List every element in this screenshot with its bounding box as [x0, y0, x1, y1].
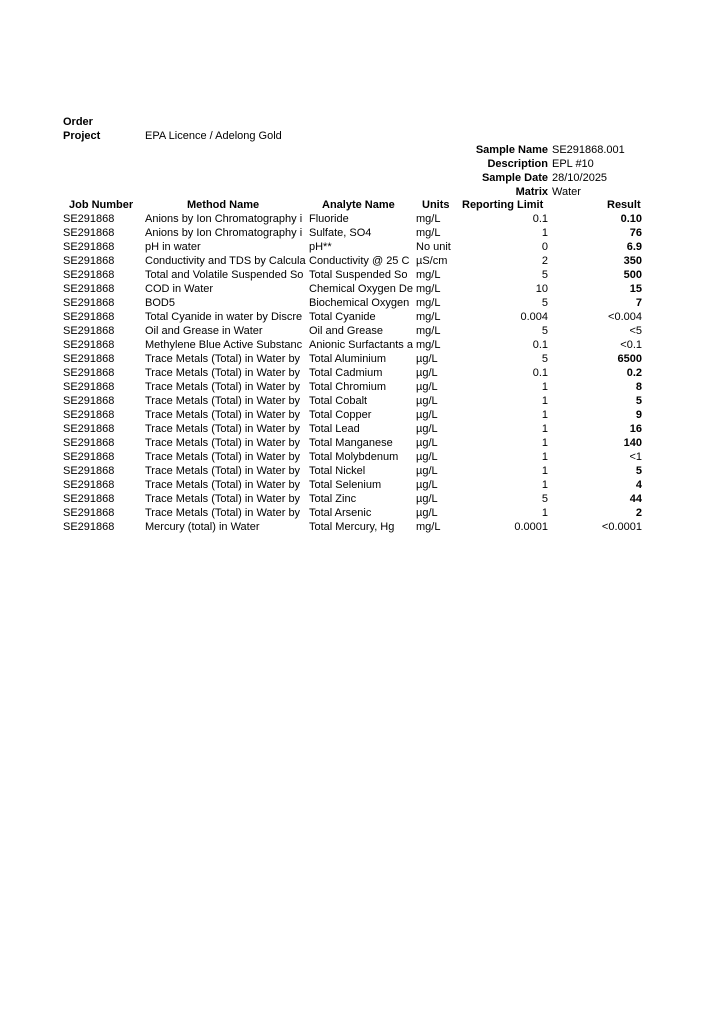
table-row	[0, 465, 724, 479]
units-cell: mg/L	[416, 339, 441, 351]
result-cell: 140	[623, 437, 642, 449]
result-cell: 16	[629, 423, 642, 435]
table-row	[0, 255, 724, 269]
result-cell: 0.10	[620, 213, 642, 225]
sample-name-value: SE291868.001	[552, 144, 625, 156]
reporting-limit-cell: 10	[535, 283, 548, 295]
analyte-name-cell: Total Zinc	[309, 493, 357, 505]
table-row	[0, 325, 724, 339]
matrix-label: Matrix	[515, 186, 548, 198]
job-number-cell: SE291868	[63, 367, 115, 379]
job-number-cell: SE291868	[63, 241, 115, 253]
units-cell: µg/L	[416, 353, 438, 365]
units-cell: µg/L	[416, 437, 438, 449]
col-header-result: Result	[607, 199, 641, 211]
table-row	[0, 213, 724, 227]
sample-name-label: Sample Name	[475, 144, 548, 156]
job-number-cell: SE291868	[63, 311, 115, 323]
result-cell: 7	[635, 297, 642, 309]
table-row	[0, 227, 724, 241]
description-label: Description	[487, 158, 548, 170]
table-row	[0, 507, 724, 521]
result-cell: 0.2	[626, 367, 642, 379]
reporting-limit-cell: 0	[541, 241, 548, 253]
units-cell: mg/L	[416, 227, 441, 239]
result-cell: <1	[629, 451, 642, 463]
job-number-cell: SE291868	[63, 451, 115, 463]
method-name-cell: Trace Metals (Total) in Water by	[145, 437, 301, 449]
method-name-cell: Trace Metals (Total) in Water by	[145, 507, 301, 519]
table-row	[0, 437, 724, 451]
result-cell: <0.0001	[601, 521, 642, 533]
units-cell: mg/L	[416, 325, 441, 337]
reporting-limit-cell: 1	[541, 409, 548, 421]
method-name-cell: Trace Metals (Total) in Water by	[145, 423, 301, 435]
reporting-limit-cell: 0.0001	[514, 521, 548, 533]
reporting-limit-cell: 1	[541, 423, 548, 435]
reporting-limit-cell: 5	[541, 353, 548, 365]
units-cell: µg/L	[416, 465, 438, 477]
project-value: EPA Licence / Adelong Gold	[145, 130, 282, 142]
table-row	[0, 395, 724, 409]
reporting-limit-cell: 1	[541, 451, 548, 463]
units-cell: µg/L	[416, 409, 438, 421]
method-name-cell: Total and Volatile Suspended So	[145, 269, 304, 281]
reporting-limit-cell: 1	[541, 227, 548, 239]
method-name-cell: Anions by Ion Chromatography i	[145, 227, 303, 239]
table-row	[0, 269, 724, 283]
units-cell: mg/L	[416, 283, 441, 295]
table-row	[0, 339, 724, 353]
units-cell: mg/L	[416, 311, 441, 323]
reporting-limit-cell: 5	[541, 493, 548, 505]
table-row	[0, 451, 724, 465]
job-number-cell: SE291868	[63, 255, 115, 267]
result-cell: 9	[635, 409, 642, 421]
units-cell: mg/L	[416, 213, 441, 225]
col-header-analyte-name: Analyte Name	[322, 199, 395, 211]
table-row	[0, 493, 724, 507]
analyte-name-cell: Total Selenium	[309, 479, 382, 491]
analyte-name-cell: Total Molybdenum	[309, 451, 399, 463]
reporting-limit-cell: 1	[541, 395, 548, 407]
analyte-name-cell: Total Manganese	[309, 437, 393, 449]
analyte-name-cell: Total Nickel	[309, 465, 366, 477]
analyte-name-cell: pH**	[309, 241, 332, 253]
result-cell: 6.9	[626, 241, 642, 253]
method-name-cell: Oil and Grease in Water	[145, 325, 263, 337]
analyte-name-cell: Oil and Grease	[309, 325, 383, 337]
analyte-name-cell: Total Cobalt	[309, 395, 368, 407]
matrix-value: Water	[552, 186, 581, 198]
analyte-name-cell: Total Arsenic	[309, 507, 372, 519]
table-row	[0, 297, 724, 311]
method-name-cell: Trace Metals (Total) in Water by	[145, 465, 301, 477]
analyte-name-cell: Total Lead	[309, 423, 360, 435]
analyte-name-cell: Conductivity @ 25 C	[309, 255, 410, 267]
method-name-cell: Total Cyanide in water by Discre	[145, 311, 303, 323]
reporting-limit-cell: 5	[541, 297, 548, 309]
sample-date-label: Sample Date	[481, 172, 548, 184]
reporting-limit-cell: 5	[541, 269, 548, 281]
reporting-limit-cell: 1	[541, 507, 548, 519]
result-cell: 44	[629, 493, 642, 505]
job-number-cell: SE291868	[63, 479, 115, 491]
table-row	[0, 283, 724, 297]
result-cell: 2	[635, 507, 642, 519]
units-cell: No unit	[416, 241, 451, 253]
job-number-cell: SE291868	[63, 493, 115, 505]
method-name-cell: pH in water	[145, 241, 201, 253]
analyte-name-cell: Total Cyanide	[309, 311, 376, 323]
units-cell: µg/L	[416, 451, 438, 463]
method-name-cell: BOD5	[145, 297, 175, 309]
table-row	[0, 479, 724, 493]
reporting-limit-cell: 0.004	[520, 311, 548, 323]
units-cell: µg/L	[416, 507, 438, 519]
analyte-name-cell: Total Cadmium	[309, 367, 383, 379]
result-cell: 15	[629, 283, 642, 295]
analyte-name-cell: Biochemical Oxygen	[309, 297, 410, 309]
result-cell: 5	[635, 465, 642, 477]
method-name-cell: Trace Metals (Total) in Water by	[145, 493, 301, 505]
method-name-cell: COD in Water	[145, 283, 214, 295]
units-cell: mg/L	[416, 269, 441, 281]
units-cell: µg/L	[416, 479, 438, 491]
table-row	[0, 311, 724, 325]
method-name-cell: Trace Metals (Total) in Water by	[145, 451, 301, 463]
reporting-limit-cell: 1	[541, 465, 548, 477]
job-number-cell: SE291868	[63, 297, 115, 309]
method-name-cell: Trace Metals (Total) in Water by	[145, 367, 301, 379]
job-number-cell: SE291868	[63, 325, 115, 337]
analyte-name-cell: Fluoride	[309, 213, 349, 225]
job-number-cell: SE291868	[63, 507, 115, 519]
col-header-job-number: Job Number	[69, 199, 134, 211]
units-cell: µS/cm	[416, 255, 448, 267]
reporting-limit-cell: 2	[541, 255, 548, 267]
units-cell: mg/L	[416, 297, 441, 309]
result-cell: 6500	[617, 353, 642, 365]
reporting-limit-cell: 1	[541, 437, 548, 449]
method-name-cell: Methylene Blue Active Substanc	[145, 339, 303, 351]
units-cell: µg/L	[416, 367, 438, 379]
job-number-cell: SE291868	[63, 227, 115, 239]
reporting-limit-cell: 5	[541, 325, 548, 337]
table-row	[0, 521, 724, 535]
project-label: Project	[63, 130, 101, 142]
method-name-cell: Trace Metals (Total) in Water by	[145, 409, 301, 421]
analyte-name-cell: Total Chromium	[309, 381, 387, 393]
analyte-name-cell: Total Suspended So	[309, 269, 408, 281]
job-number-cell: SE291868	[63, 465, 115, 477]
method-name-cell: Trace Metals (Total) in Water by	[145, 395, 301, 407]
analyte-name-cell: Sulfate, SO4	[309, 227, 372, 239]
table-row	[0, 353, 724, 367]
analyte-name-cell: Anionic Surfactants a	[309, 339, 413, 351]
analyte-name-cell: Chemical Oxygen De	[309, 283, 413, 295]
units-cell: µg/L	[416, 381, 438, 393]
method-name-cell: Trace Metals (Total) in Water by	[145, 353, 301, 365]
reporting-limit-cell: 1	[541, 479, 548, 491]
job-number-cell: SE291868	[63, 395, 115, 407]
analyte-name-cell: Total Aluminium	[309, 353, 387, 365]
table-row	[0, 367, 724, 381]
reporting-limit-cell: 1	[541, 381, 548, 393]
result-cell: 76	[629, 227, 642, 239]
method-name-cell: Anions by Ion Chromatography i	[145, 213, 303, 225]
analyte-name-cell: Total Mercury, Hg	[309, 521, 395, 533]
result-cell: 4	[635, 479, 642, 491]
method-name-cell: Conductivity and TDS by Calcula	[145, 255, 306, 267]
result-cell: <0.1	[620, 339, 642, 351]
col-header-method-name: Method Name	[187, 199, 260, 211]
result-cell: 500	[623, 269, 642, 281]
description-value: EPL #10	[552, 158, 594, 170]
units-cell: µg/L	[416, 395, 438, 407]
analyte-name-cell: Total Copper	[309, 409, 372, 421]
method-name-cell: Trace Metals (Total) in Water by	[145, 381, 301, 393]
result-cell: 350	[623, 255, 642, 267]
table-row	[0, 241, 724, 255]
job-number-cell: SE291868	[63, 521, 115, 533]
table-row	[0, 423, 724, 437]
job-number-cell: SE291868	[63, 437, 115, 449]
units-cell: µg/L	[416, 423, 438, 435]
job-number-cell: SE291868	[63, 283, 115, 295]
reporting-limit-cell: 0.1	[532, 339, 548, 351]
result-cell: 5	[635, 395, 642, 407]
result-cell: <5	[629, 325, 642, 337]
reporting-limit-cell: 0.1	[532, 367, 548, 379]
table-row	[0, 409, 724, 423]
job-number-cell: SE291868	[63, 339, 115, 351]
units-cell: mg/L	[416, 521, 441, 533]
method-name-cell: Mercury (total) in Water	[145, 521, 260, 533]
order-label: Order	[63, 116, 93, 128]
job-number-cell: SE291868	[63, 409, 115, 421]
job-number-cell: SE291868	[63, 423, 115, 435]
job-number-cell: SE291868	[63, 353, 115, 365]
sample-date-value: 28/10/2025	[552, 172, 608, 184]
job-number-cell: SE291868	[63, 381, 115, 393]
table-row	[0, 381, 724, 395]
result-cell: <0.004	[608, 311, 642, 323]
job-number-cell: SE291868	[63, 213, 115, 225]
units-cell: µg/L	[416, 493, 438, 505]
method-name-cell: Trace Metals (Total) in Water by	[145, 479, 301, 491]
reporting-limit-cell: 0.1	[532, 213, 548, 225]
col-header-reporting-limit: Reporting Limit	[462, 199, 544, 211]
col-header-units: Units	[422, 199, 450, 211]
job-number-cell: SE291868	[63, 269, 115, 281]
result-cell: 8	[635, 381, 642, 393]
